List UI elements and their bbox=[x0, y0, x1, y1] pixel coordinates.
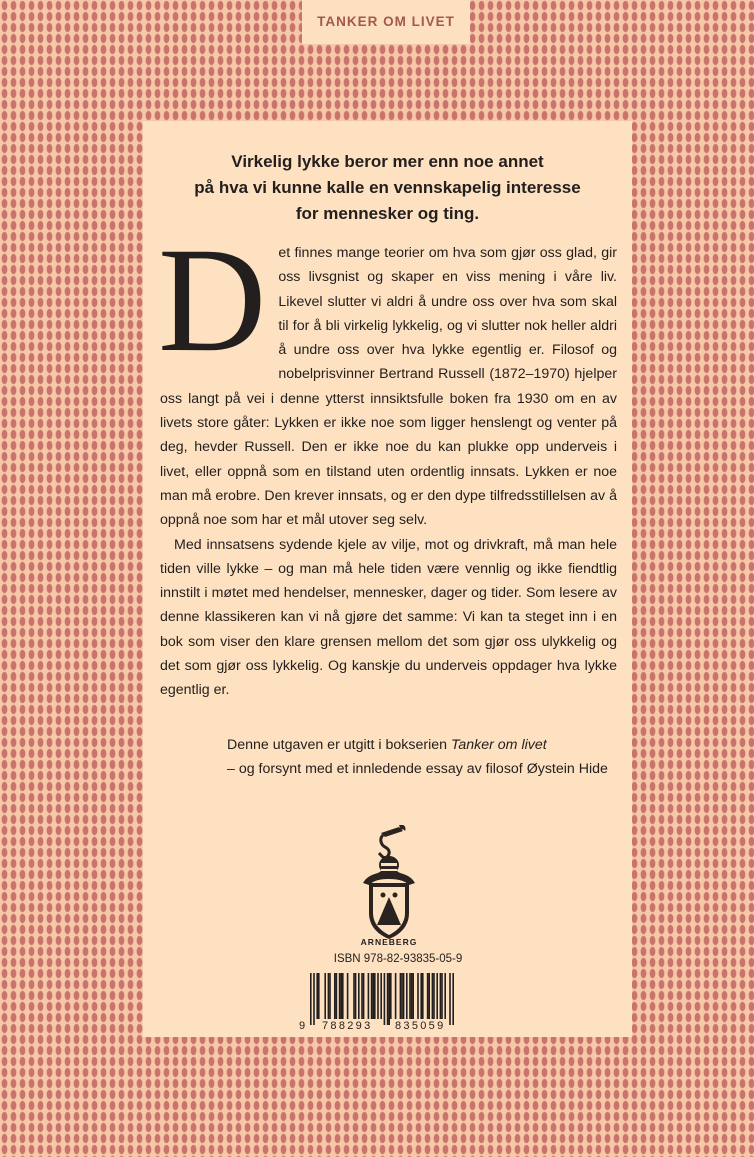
barcode-bar bbox=[374, 973, 376, 1019]
barcode-bar bbox=[412, 973, 414, 1019]
coat-of-arms-icon bbox=[359, 825, 419, 943]
series-note-prefix: Denne utgaven er utgitt i bokserien bbox=[227, 737, 451, 753]
series-note bbox=[227, 733, 627, 782]
isbn-number: ISBN 978-82-93835-05-9 bbox=[333, 953, 463, 965]
barcode-left-digits: 788293 bbox=[322, 1020, 373, 1031]
barcode-bar bbox=[403, 973, 405, 1019]
barcode-bar bbox=[358, 973, 360, 1019]
barcode-bar bbox=[342, 973, 344, 1019]
series-note-line-1 bbox=[227, 733, 627, 757]
series-title: Tanker om livet bbox=[451, 737, 547, 753]
barcode-bar bbox=[336, 973, 338, 1019]
barcode-bar bbox=[420, 973, 422, 1019]
back-cover-panel bbox=[143, 121, 632, 1037]
barcode-bar bbox=[339, 973, 341, 1019]
blurb-paragraph-2: Med innsatsens sydende kjele av vilje, mot og drivkraft, må man hele tiden ville lykke – og man må hele tiden være vennlig og ikke fiendtlig innstilt i møtet med hendelser, mennesker, dager og tider. Som lesere av denne klassikeren kan vi nå gjøre det samme: Vi kan ta steget inn i en bok som viser den klare grensen mellom det som gjør oss ulykkelig og det som gjør oss lykkelig. Og kanskje du underveis oppdager hva lykke egentlig er. bbox=[160, 536, 617, 699]
barcode-bar bbox=[388, 973, 390, 1025]
tagline-line: Virkelig lykke beror mer enn noe annet bbox=[231, 152, 544, 171]
barcode-bar bbox=[353, 973, 355, 1019]
blurb-paragraph-1: et finnes mange teorier om hva som gjør oss glad, gir oss livsgnist og skaper en viss mening i våre liv. Likevel slutter vi aldri å undre oss over hva som skal til for å bli virkelig lykkelig, og vi slutter nok heller aldri å undre oss over hva lykke egentlig er. Filosof og nobelprisvinner Bertrand Russell (1872–1970) hjelper oss langt på vei i denne ytterst innsiktsfulle boken fra 1930 om en av livets store gåter: Lykken er ikke noe som ligger henslengt og venter på deg, hevder Russell. Den er ikke noe du kan plukke opp underveis i livet, eller oppnå som en tilstand uten ordentlig innsats. Lykken er noe man må erobre. Den krever innsats, og er den dype tilfredsstillelsen av å oppnå noe som har et mål utover seg selv. bbox=[160, 245, 617, 529]
barcode-first-digit: 9 bbox=[299, 1020, 306, 1031]
barcode-bar bbox=[444, 973, 446, 1019]
barcode-bar bbox=[334, 973, 336, 1019]
barcode-bar bbox=[329, 973, 331, 1019]
barcode-bar bbox=[401, 973, 403, 1019]
barcode-bar bbox=[324, 973, 326, 1019]
barcode-bar bbox=[328, 973, 330, 1019]
blurb-text bbox=[158, 217, 617, 703]
barcode-right-digits: 835059 bbox=[395, 1020, 446, 1031]
barcode-bar bbox=[406, 973, 408, 1019]
barcode-bar bbox=[387, 973, 389, 1025]
barcode-bar bbox=[347, 973, 349, 1019]
barcode-bar bbox=[400, 973, 402, 1019]
barcode-bar bbox=[313, 973, 315, 1025]
series-label: TANKER OM LIVET bbox=[302, 0, 470, 44]
barcode-bar bbox=[441, 973, 443, 1019]
barcode-bar bbox=[380, 973, 382, 1019]
barcode-bar bbox=[428, 973, 430, 1019]
tagline-line: for mennesker og ting. bbox=[295, 204, 480, 223]
barcode-bar bbox=[452, 973, 454, 1025]
barcode-bar bbox=[363, 973, 365, 1019]
barcode-bar bbox=[395, 973, 397, 1019]
barcode-bar bbox=[377, 973, 379, 1019]
barcode-bar bbox=[384, 973, 386, 1025]
barcode-bar bbox=[432, 973, 434, 1019]
barcode-bar bbox=[316, 973, 318, 1019]
publisher-name: ARNEBERG bbox=[360, 937, 418, 947]
tagline-line: på hva vi kunne kalle en vennskapelig interesse bbox=[194, 178, 581, 197]
barcode-bar bbox=[340, 973, 342, 1019]
tagline-quote bbox=[143, 149, 632, 227]
barcode-bar bbox=[409, 973, 411, 1019]
barcode-bar bbox=[371, 973, 373, 1019]
barcode-bar bbox=[368, 973, 370, 1019]
barcode-bar bbox=[361, 973, 363, 1019]
barcode-bar bbox=[449, 973, 451, 1025]
barcode bbox=[296, 971, 466, 1031]
barcode-bar bbox=[433, 973, 435, 1019]
barcode-bar bbox=[318, 973, 320, 1019]
barcode-bar bbox=[310, 973, 312, 1025]
barcode-bar bbox=[436, 973, 438, 1019]
barcode-bar bbox=[390, 973, 392, 1019]
barcode-bar bbox=[440, 973, 442, 1019]
barcode-bar bbox=[427, 973, 429, 1019]
drop-cap: D bbox=[158, 217, 267, 383]
barcode-bar bbox=[372, 973, 374, 1019]
barcode-bar bbox=[411, 973, 413, 1019]
series-note-line-2: – og forsynt med et innledende essay av filosof Øystein Hide bbox=[227, 761, 608, 778]
barcode-bar bbox=[355, 973, 357, 1019]
barcode-bar bbox=[417, 973, 419, 1019]
barcode-bar bbox=[422, 973, 424, 1019]
